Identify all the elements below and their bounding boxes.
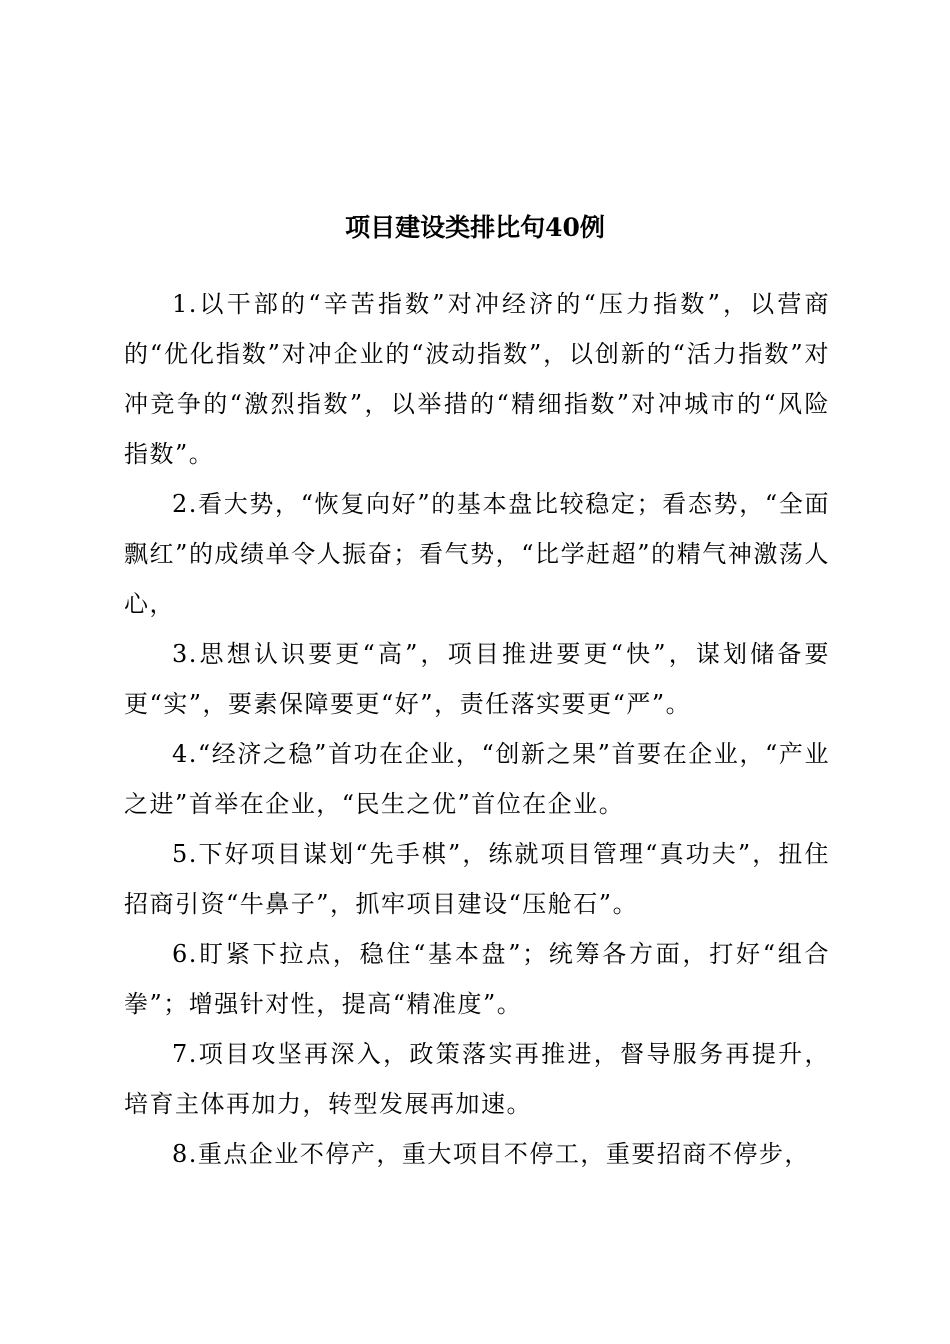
paragraph-3: 3.思想认识要更“高”，项目推进要更“快”，谋划储备要更“实”，要素保障要更“好”，责任落实要更“严”。 — [124, 640, 830, 718]
paragraph-5: 5.下好项目谋划“先手棋”，练就项目管理“真功夫”，扭住招商引资“牛鼻子”，抓牢项目建设“压舱石”。 — [124, 840, 830, 918]
paragraph-6: 6.盯紧下拉点，稳住“基本盘”；统筹各方面，打好“组合拳”；增强针对性，提高“精准度”。 — [124, 940, 830, 1018]
paragraph-7: 7.项目攻坚再深入，政策落实再推进，督导服务再提升，培育主体再加力，转型发展再加速。 — [124, 1040, 830, 1118]
paragraph-1: 1.以干部的“辛苦指数”对冲经济的“压力指数”，以营商的“优化指数”对冲企业的“波动指数”，以创新的“活力指数”对冲竞争的“激烈指数”，以举措的“精细指数”对冲城市的“风险指数”。 — [124, 290, 830, 468]
document-body — [124, 279, 830, 1179]
paragraph-2: 2.看大势，“恢复向好”的基本盘比较稳定；看态势，“全面飘红”的成绩单令人振奋；看气势，“比学赶超”的精气神激荡人心， — [124, 490, 830, 618]
paragraph-8: 8.重点企业不停产，重大项目不停工，重要招商不停步， — [172, 1140, 810, 1168]
paragraph-4: 4.“经济之稳”首功在企业，“创新之果”首要在企业，“产业之进”首举在企业，“民生之优”首位在企业。 — [124, 740, 830, 818]
document-title: 项目建设类排比句40例 — [345, 213, 605, 242]
